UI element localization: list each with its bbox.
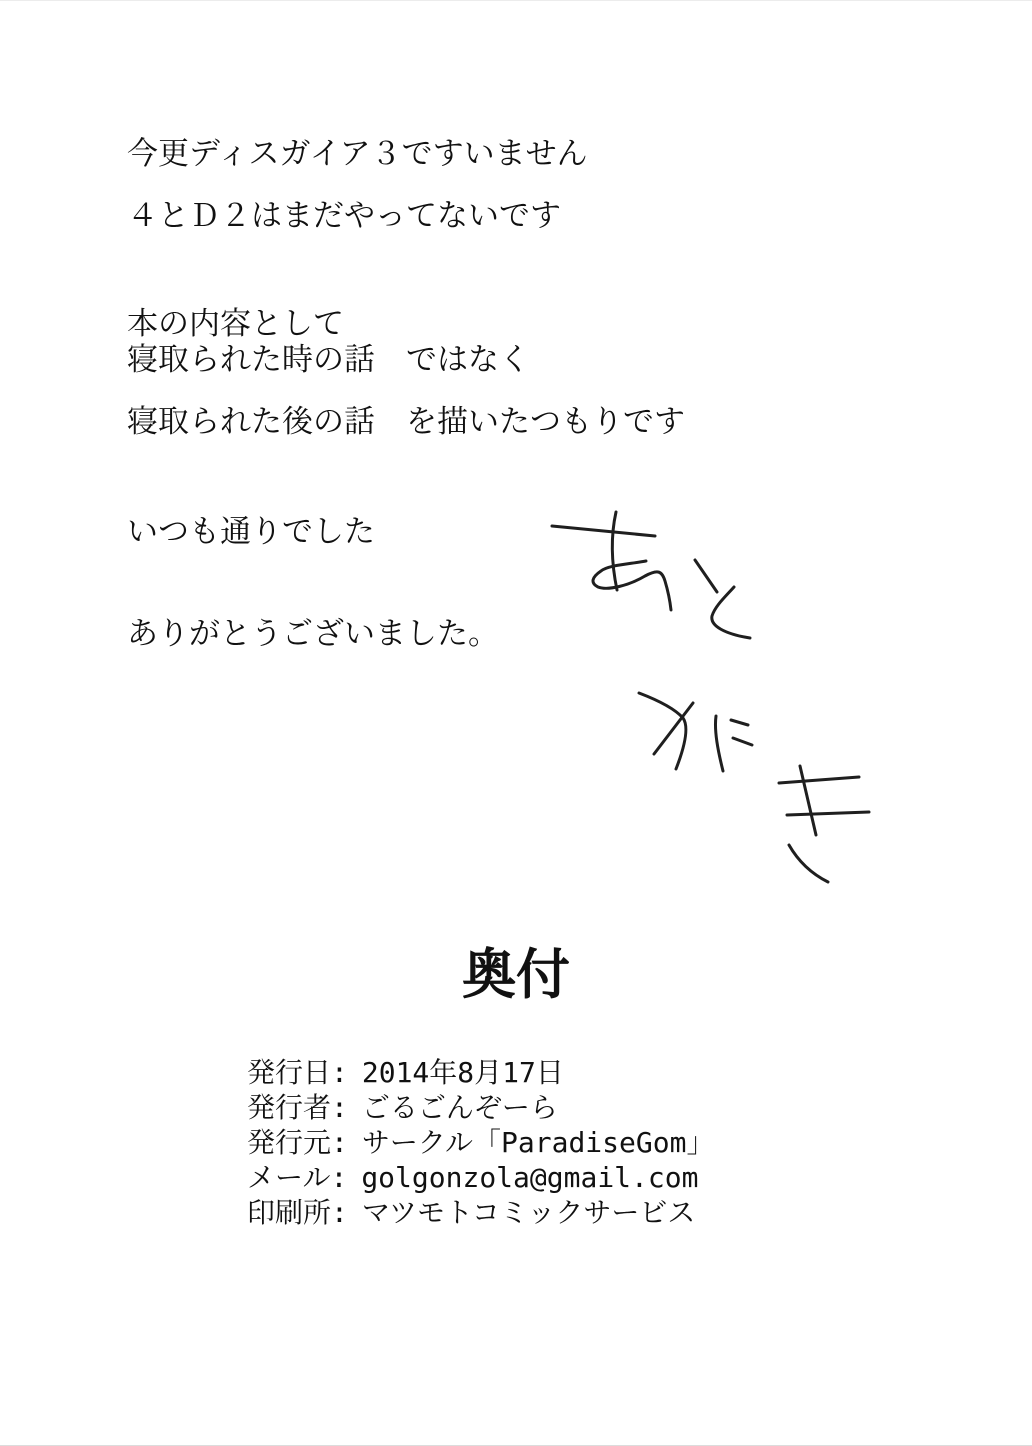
colophon-row-value: サークル「ParadiseGom」 bbox=[361, 1126, 715, 1159]
colophon-row-value: 2014年8月17日 bbox=[361, 1056, 564, 1089]
colophon-row-label: メール: bbox=[247, 1161, 348, 1194]
colophon-row bbox=[247, 1160, 714, 1195]
colophon-row bbox=[247, 1090, 714, 1125]
colophon-row-label: 発行元: bbox=[247, 1126, 348, 1159]
colophon-row-label: 印刷所: bbox=[247, 1196, 348, 1229]
colophon-row-value: ごるごんぞーら bbox=[361, 1091, 558, 1124]
afterword-line: 今更ディスガイア３ですいません bbox=[127, 136, 588, 172]
afterword-line: いつも通りでした bbox=[127, 514, 375, 550]
colophon-row bbox=[247, 1195, 714, 1230]
colophon-row-label: 発行日: bbox=[247, 1056, 348, 1089]
colophon-row-value: マツモトコミックサービス bbox=[361, 1196, 696, 1229]
colophon-block bbox=[247, 1055, 714, 1230]
afterword-line: 寝取られた後の話 を描いたつもりです bbox=[127, 404, 685, 440]
handwritten-atogaki-note bbox=[538, 494, 883, 894]
colophon-row bbox=[247, 1125, 714, 1160]
afterword-line: ありがとうございました。 bbox=[127, 616, 499, 652]
afterword-line: 本の内容として bbox=[127, 306, 344, 342]
colophon-row-label: 発行者: bbox=[247, 1091, 348, 1124]
colophon-row bbox=[247, 1055, 714, 1090]
colophon-row-value: golgonzola@gmail.com bbox=[361, 1161, 699, 1194]
afterword-line: ４とＤ２はまだやってないです bbox=[127, 198, 561, 234]
colophon-title: 奥付 bbox=[462, 943, 570, 1006]
afterword-line: 寝取られた時の話 ではなく bbox=[127, 342, 530, 378]
